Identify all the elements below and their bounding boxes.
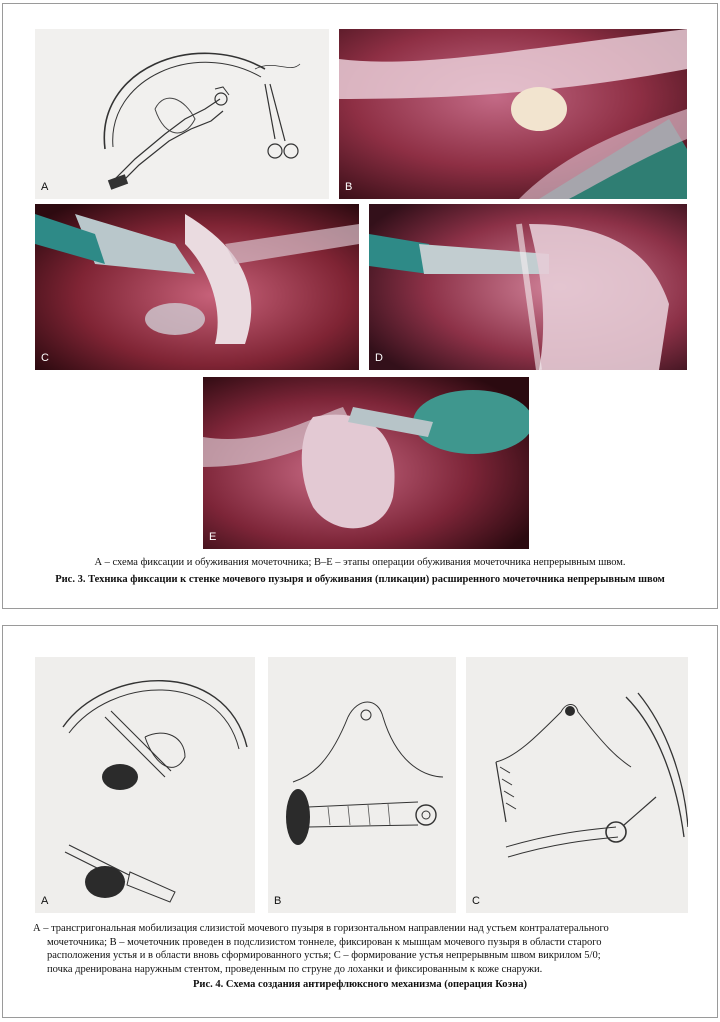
fig4-panel-c-label: C <box>472 895 480 907</box>
fig3-panel-d-photo <box>369 204 687 370</box>
fig4-caption-line-3: расположения устья и в области вновь сформированного устья; C – формирование устья непрерывным швом викрилом 5/0; <box>47 950 601 961</box>
fig3-panel-a-label: A <box>41 181 49 193</box>
fig4-panel-a-label: A <box>41 895 49 907</box>
fig3-panel-c-photo <box>35 204 359 370</box>
fig3-panel-d-label: D <box>375 352 383 364</box>
fig4-panel-b-label: B <box>274 895 282 907</box>
fig3-caption-line: А – схема фиксации и обуживания мочеточника; B–E – этапы операции обуживания мочеточника непрерывным швом. <box>94 557 626 568</box>
fig4-caption-line-2: мочеточника; B – мочеточник проведен в подслизистом тоннеле, фиксирован к мышцам мочевого пузыря в области старого <box>47 936 602 948</box>
fig3-d-image <box>369 204 687 370</box>
fig4-b-drawing <box>268 657 456 913</box>
fig4-caption-line-1: А – трансгригональная мобилизация слизистой мочевого пузыря в горизонтальном направлении над устьем контралатерального <box>33 923 609 934</box>
fig4-c-drawing <box>466 657 688 913</box>
fig3-panel-e-label: E <box>209 531 217 543</box>
fig3-panel-b-photo <box>339 29 687 199</box>
fig4-panel-a-sketch <box>35 657 255 913</box>
fig4-panel-b-sketch <box>268 657 456 913</box>
fig4-caption-line-4: почка дренирована наружным стентом, проведенным по струне до лоханки и фиксированным к коже снаружи. <box>47 963 543 975</box>
fig3-panel-e-photo <box>203 377 529 549</box>
fig4-a-drawing <box>35 657 255 913</box>
figure-3-panel <box>2 3 718 609</box>
fig4-caption <box>33 922 693 976</box>
fig3-panel-a-sketch <box>35 29 329 199</box>
fig3-panel-b-label: B <box>345 181 353 193</box>
fig3-c-image <box>35 204 359 370</box>
fig4-caption-title: Рис. 4. Схема создания антирефлюксного механизма (операция Коэна) <box>193 979 527 990</box>
fig3-panel-c-label: C <box>41 352 49 364</box>
fig3-e-image <box>203 377 529 549</box>
fig3-caption-title: Рис. 3. Техника фиксации к стенке мочевого пузыря и обуживания (пликации) расширенного мочеточника непрерывным швом <box>55 574 665 585</box>
fig3-a-drawing <box>35 29 329 199</box>
fig4-panel-c-sketch <box>466 657 688 913</box>
figure-4-panel <box>2 625 718 1018</box>
fig3-b-image <box>339 29 687 199</box>
